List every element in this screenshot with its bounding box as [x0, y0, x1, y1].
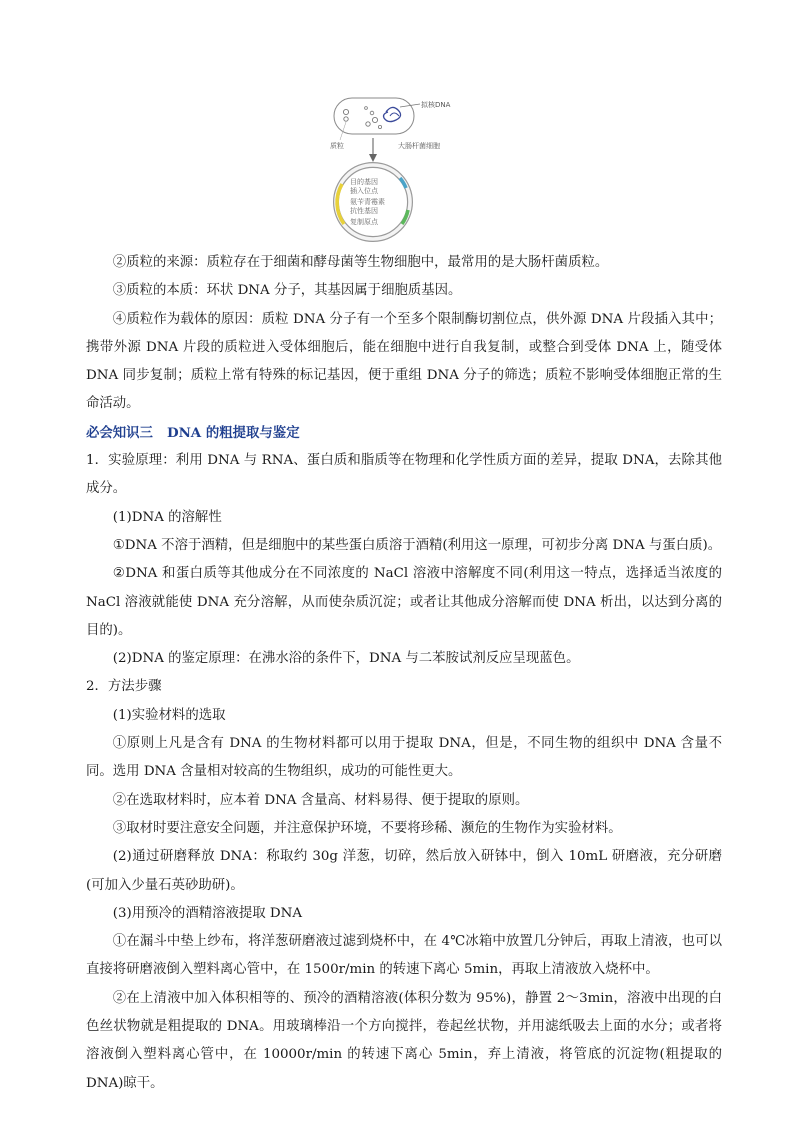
label-site1: 目的基因 [350, 178, 378, 186]
paragraph-grinding: (2)通过研磨释放 DNA：称取约 30g 洋葱，切碎，然后放入研钵中，倒入 10mL 研磨液，充分研磨(可加入少量石英砂助研)。 [86, 849, 722, 893]
paragraph-extraction-heading: (3)用预冷的酒精溶液提取 DNA [112, 905, 303, 921]
label-amp2: 抗性基因 [350, 207, 378, 215]
plasmid-diagram [328, 92, 478, 244]
paragraph-principle: 1．实验原理：利用 DNA 与 RNA、蛋白质和脂质等在物理和化学性质方面的差异，提取 DNA，去除其他成分。 [86, 453, 722, 497]
section-title: DNA 的粗提取与鉴定 [166, 424, 300, 441]
paragraph-material-2: ②在选取材料时，应本着 DNA 含量高、材料易得、便于提取的原则。 [112, 792, 529, 808]
document-body [86, 249, 722, 1098]
paragraph-material-3: ③取材时要注意安全问题，并注意保护环境，不要将珍稀、濒危的生物作为实验材料。 [112, 820, 622, 836]
section-heading [86, 419, 722, 447]
paragraph-extraction-2: ②在上清液中加入体积相等的、预冷的酒精溶液(体积分数为 95%)，静置 2～3min，溶液中出现的白色丝状物就是粗提取的 DNA。用玻璃棒沿一个方向搅拌，卷起丝状物，并用滤纸吸去上面的水分；或者将溶液倒入塑料离心管中，在 10000r/min 的转速下离心 5min，弃上清液，将管底的沉淀物(粗提取的 DNA)晾干。 [86, 990, 722, 1091]
bacterium-cell [334, 98, 414, 134]
label-nucleoid: 拟核DNA [421, 101, 451, 109]
plasmid-figure [328, 92, 478, 244]
label-ori: 复制原点 [350, 218, 378, 226]
paragraph-solubility-heading: (1)DNA 的溶解性 [112, 509, 222, 525]
label-site2: 插入位点 [350, 187, 378, 195]
label-plasmid: 质粒 [330, 142, 344, 150]
label-cell: 大肠杆菌细胞 [398, 142, 440, 150]
section-label: 必会知识三 [86, 424, 153, 441]
paragraph-material-1: ①原则上凡是含有 DNA 的生物材料都可以用于提取 DNA，但是，不同生物的组织中 DNA 含量不同。选用 DNA 含量相对较高的生物组织，成功的可能性更大。 [86, 736, 722, 780]
arrow-head [369, 154, 377, 162]
paragraph-extraction-1: ①在漏斗中垫上纱布，将洋葱研磨液过滤到烧杯中，在 4℃冰箱中放置几分钟后，再取上清液，也可以直接将研磨液倒入塑料离心管中，在 1500r/min 的转速下离心 5min，再取上清液放入烧杯中。 [86, 934, 722, 978]
plasmid-small [343, 109, 348, 114]
paragraph-identification: (2)DNA 的鉴定原理：在沸水浴的条件下，DNA 与二苯胺试剂反应呈现蓝色。 [112, 651, 580, 667]
paragraph-material-heading: (1)实验材料的选取 [112, 707, 226, 723]
label-amp1: 氨苄青霉素 [350, 198, 385, 206]
paragraph-steps-heading: 2．方法步骤 [86, 679, 162, 695]
paragraph-plasmid-vector-reason: ④质粒作为载体的原因：质粒 DNA 分子有一个至多个限制酶切割位点，供外源 DNA 片段插入其中；携带外源 DNA 片段的质粒进入受体细胞后，能在细胞中进行自我复制，或整合到受体 DNA 上，随受体 DNA 同步复制；质粒上常有特殊的标记基因，便于重组 DNA 分子的筛选；质粒不影响受体细胞正常的生命活动。 [86, 311, 722, 412]
paragraph-solubility-2: ②DNA 和蛋白质等其他成分在不同浓度的 NaCl 溶液中溶解度不同(利用这一特点，选择适当浓度的 NaCl 溶液就能使 DNA 充分溶解，从而使杂质沉淀；或者让其他成分溶解而使 DNA 析出，以达到分离的目的)。 [86, 566, 722, 638]
paragraph-solubility-1: ①DNA 不溶于酒精，但是细胞中的某些蛋白质溶于酒精(利用这一原理，可初步分离 DNA 与蛋白质)。 [112, 537, 722, 553]
paragraph-plasmid-source: ②质粒的来源：质粒存在于细菌和酵母菌等生物细胞中，最常用的是大肠杆菌质粒。 [112, 255, 609, 270]
paragraph-plasmid-nature: ③质粒的本质：环状 DNA 分子，其基因属于细胞质基因。 [112, 283, 462, 299]
